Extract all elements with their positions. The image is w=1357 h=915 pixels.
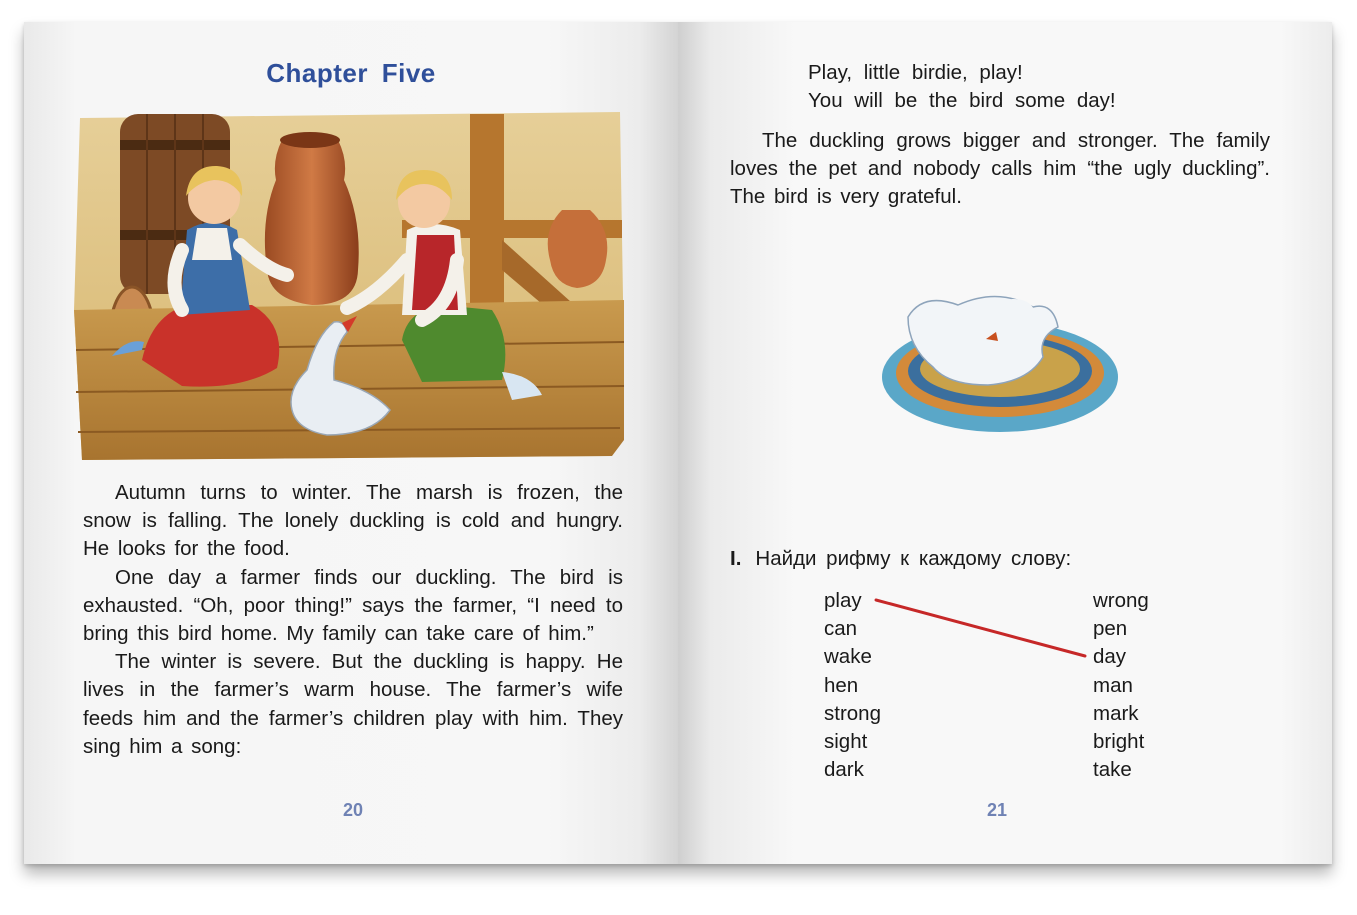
word-item: hen [824, 673, 859, 697]
exercise-number: I. [730, 547, 742, 570]
story-paragraph: The winter is severe. But the duckling is happy. He lives in the farmer’s warm house. The farmer’s wife feeds him and the farmer’s children play with him. They sing him a song: [83, 650, 623, 758]
poem-line: Play, little birdie, play! [808, 61, 1023, 84]
story-paragraph: The duckling grows bigger and stronger. The family loves the pet and nobody calls him “the ugly duckling”. The bird is very grateful. [730, 129, 1270, 209]
exercise-heading [730, 547, 1071, 571]
word-item: sight [824, 730, 868, 754]
word-item: wrong [1093, 589, 1149, 612]
story-paragraph: One day a farmer finds our duckling. The bird is exhausted. “Oh, poor thing!” says the farmer, “I need to bring this bird home. My family can take care of him.” [83, 565, 623, 646]
page-number-right: 21 [986, 800, 1008, 820]
open-book [24, 22, 1332, 864]
word-column-right [1093, 587, 1149, 784]
word-item: take [1093, 758, 1132, 782]
word-column-left [824, 587, 881, 784]
word-item: strong [824, 701, 881, 725]
word-item: can [824, 617, 858, 641]
page-number-left: 20 [342, 800, 364, 820]
word-item: play [824, 589, 862, 612]
chapter-title: Chapter Five [266, 58, 436, 88]
right-page-story-text [730, 127, 1270, 212]
song-poem [808, 59, 1116, 115]
word-item: wake [824, 645, 872, 669]
word-item: mark [1093, 701, 1139, 725]
word-item: man [1093, 673, 1133, 697]
word-item: bright [1093, 730, 1145, 754]
story-paragraph: Autumn turns to winter. The marsh is frozen, the snow is falling. The lonely duckling is cold and hungry. He looks for the food. [83, 481, 623, 561]
right-page [678, 22, 1332, 864]
word-item: day [1093, 645, 1127, 669]
word-item: pen [1093, 617, 1128, 641]
small-vase [548, 210, 608, 288]
left-page-story-text [83, 479, 623, 761]
word-item: dark [824, 758, 864, 782]
children-feeding-duckling-illustration [72, 110, 628, 462]
left-page [24, 22, 678, 864]
exercise-instruction: Найди рифму к каждому слову: [755, 547, 1072, 570]
swan-in-nest-illustration [878, 277, 1123, 437]
poem-line: You will be the bird some day! [808, 89, 1116, 113]
